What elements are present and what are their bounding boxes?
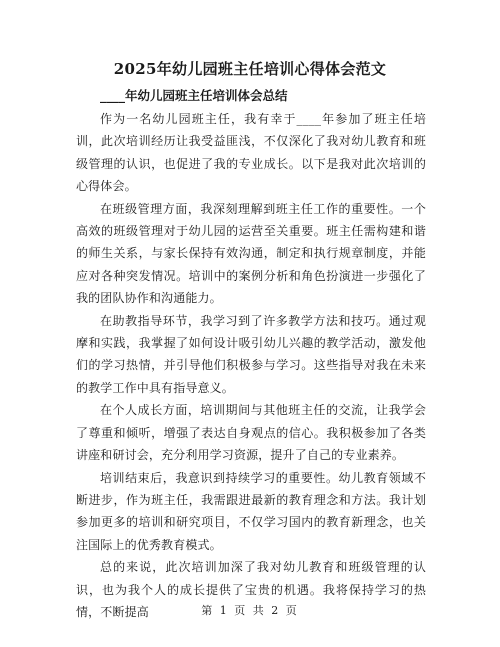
paragraph: 在个人成长方面，培训期间与其他班主任的交流，让我学会了尊重和倾听，增强了表达自身观点的信心。我积极参加了各类讲座和研讨会，充分利用学习资源，提升了自己的专业素养。: [76, 403, 426, 463]
page-title: 2025年幼儿园班主任培训心得体会范文: [113, 60, 387, 78]
paragraph: 培训结束后，我意识到持续学习的重要性。幼儿教育领域不断进步，作为班主任，我需跟进最新的教育理念和方法。我计划参加更多的培训和研究项目，不仅学习国内的教育新理念，也关注国际上的优秀教育模式。: [76, 470, 426, 552]
paragraph: 作为一名幼儿园班主任，我有幸于____年参加了班主任培训，此次培训经历让我受益匪浅，不仅深化了我对幼儿教育和班级管理的认识，也促进了我的专业成长。以下是我对此次培训的心得体会。: [76, 112, 426, 194]
section-subtitle: ____年幼儿园班主任培训体会总结: [100, 88, 288, 103]
body-text: [76, 108, 426, 623]
paragraph: 在助教指导环节，我学习到了许多教学方法和技巧。通过观摩和实践，我掌握了如何设计吸引幼儿兴趣的教学活动，激发他们的学习热情，并引导他们积极参与学习。这些指导对我在未来的教学工作中具有指导意义。: [76, 313, 426, 395]
page-footer: 第 1 页 共 2 页: [201, 604, 299, 617]
paragraph: 总的来说，此次培训加深了我对幼儿教育和班级管理的认识，也为我个人的成长提供了宝贵的机遇。我将保持学习的热情，不断提高: [76, 560, 426, 619]
paragraph: 在班级管理方面，我深刻理解到班主任工作的重要性。一个高效的班级管理对于幼儿园的运营至关重要。班主任需构建和谐的师生关系，与家长保持有效沟通，制定和执行规章制度，并能应对各种突发情况。培训中的案例分析和角色扮演进一步强化了我的团队协作和沟通能力。: [76, 201, 426, 306]
